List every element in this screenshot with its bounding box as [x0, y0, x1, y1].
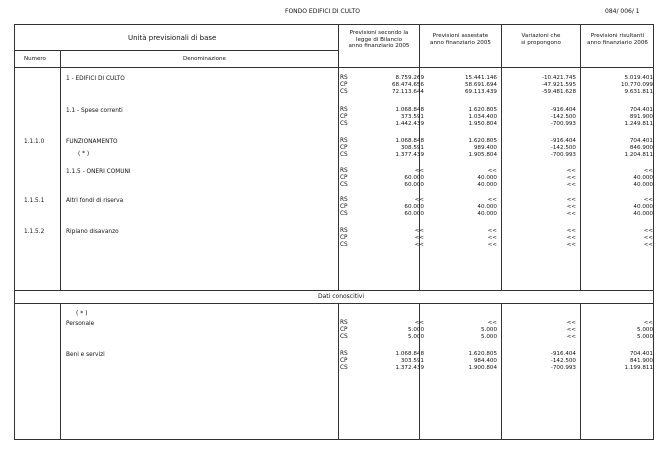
- row-value-c1: 1.377.439: [395, 152, 424, 158]
- row-number: 1.1.1.0: [24, 139, 45, 145]
- section-divider: [14, 290, 654, 291]
- codes-column-divider: [338, 24, 339, 290]
- col4-header: Previsioni risultanti anno finanziario 2006: [587, 33, 648, 46]
- col4-divider: [580, 24, 581, 290]
- row-value-c4: 704.401: [629, 138, 653, 144]
- row-value-c2: 1.034.400: [468, 114, 497, 120]
- row-value-c2: <<: [487, 168, 497, 174]
- dati-value-c3: -142.500: [550, 358, 576, 364]
- col3-divider-lower: [501, 303, 502, 439]
- row-value-c4: 10.770.099: [620, 82, 653, 88]
- row-value-c3: <<: [566, 182, 576, 188]
- table-right-border: [653, 24, 654, 440]
- dati-value-c3: <<: [566, 334, 576, 340]
- row-code: RS: [340, 138, 348, 144]
- row-denominazione: Ripiano disavanzo: [66, 229, 119, 235]
- dati-row-code: CP: [340, 358, 348, 364]
- row-value-c2: <<: [487, 228, 497, 234]
- row-value-c3: -700.993: [550, 152, 576, 158]
- row-denominazione: 1.1.5 - ONERI COMUNI: [66, 169, 131, 175]
- dati-value-c1: 5.000: [407, 327, 424, 333]
- row-value-c1: <<: [414, 228, 424, 234]
- row-code: CS: [340, 242, 348, 248]
- row-value-c4: 1.249.811: [624, 121, 653, 127]
- row-denominazione: 1 - EDIFICI DI CULTO: [66, 76, 125, 82]
- dati-value-c3: <<: [566, 327, 576, 333]
- numero-header: Numero: [24, 56, 46, 62]
- table-top-border: [14, 24, 654, 25]
- dati-row-denominazione: Beni e servizi: [66, 352, 105, 358]
- dati-value-c1: 1.068.848: [395, 351, 424, 357]
- dati-value-c2: 5.000: [480, 327, 497, 333]
- row-value-c3: <<: [566, 235, 576, 241]
- row-value-c2: 40.000: [477, 204, 497, 210]
- col4-divider-lower: [580, 303, 581, 439]
- page-title: FONDO EDIFICI DI CULTO: [285, 8, 360, 15]
- dati-row-code: RS: [340, 320, 348, 326]
- row-code: CS: [340, 182, 348, 188]
- dati-value-c2: <<: [487, 320, 497, 326]
- row-value-c2: 1.950.804: [468, 121, 497, 127]
- col1-header: Previsioni secondo la legge di Bilancio anno finanziario 2005: [348, 30, 410, 49]
- dati-conoscitivi-title: Dati conoscitivi: [318, 293, 364, 300]
- dati-value-c4: 5.000: [636, 334, 653, 340]
- row-value-c1: 60.000: [404, 211, 424, 217]
- denominazione-header: Denominazione: [183, 56, 226, 62]
- row-value-c2: <<: [487, 235, 497, 241]
- row-code: CP: [340, 204, 348, 210]
- row-denominazione: FUNZIONAMENTO: [66, 139, 118, 145]
- numero-column-divider: [60, 50, 61, 290]
- row-value-c2: 1.620.805: [468, 107, 497, 113]
- dati-value-c3: -916.404: [550, 351, 576, 357]
- row-value-c4: <<: [643, 242, 653, 248]
- col3-header: Variazioni che si propongono: [521, 33, 561, 46]
- row-value-c4: <<: [643, 228, 653, 234]
- row-value-c4: <<: [643, 168, 653, 174]
- row-value-c3: <<: [566, 197, 576, 203]
- row-value-c1: <<: [414, 235, 424, 241]
- row-code: CP: [340, 145, 348, 151]
- row-value-c3: <<: [566, 228, 576, 234]
- dati-divider: [14, 303, 654, 304]
- dati-value-c4: 1.199.811: [624, 365, 653, 371]
- row-value-c1: 1.068.848: [395, 107, 424, 113]
- row-value-c3: <<: [566, 211, 576, 217]
- row-value-c1: 1.442.439: [395, 121, 424, 127]
- row-value-c4: <<: [643, 197, 653, 203]
- row-code: RS: [340, 75, 348, 81]
- row-value-c4: 40.000: [633, 204, 653, 210]
- table-bottom-border: [14, 439, 654, 440]
- row-code: CP: [340, 82, 348, 88]
- dati-row-code: CP: [340, 327, 348, 333]
- col3-divider: [501, 24, 502, 290]
- row-value-c4: 40.000: [633, 175, 653, 181]
- numero-column-divider-lower: [60, 303, 61, 439]
- dati-value-c3: <<: [566, 320, 576, 326]
- row-denominazione: Altri fondi di riserva: [66, 198, 124, 204]
- row-value-c1: <<: [414, 197, 424, 203]
- row-value-c2: 1.620.805: [468, 138, 497, 144]
- row-value-c1: 8.759.269: [395, 75, 424, 81]
- row-value-c4: 40.000: [633, 182, 653, 188]
- row-value-c2: 15.441.146: [464, 75, 497, 81]
- row-value-c1: <<: [414, 242, 424, 248]
- row-value-c1: 60.000: [404, 175, 424, 181]
- row-value-c2: 58.691.694: [464, 82, 497, 88]
- row-value-c4: 704.401: [629, 107, 653, 113]
- table-left-border: [14, 24, 15, 440]
- row-denominazione: 1.1 - Spese correnti: [66, 108, 123, 114]
- row-value-c2: <<: [487, 242, 497, 248]
- header-bottom-border: [14, 67, 654, 68]
- row-code: CP: [340, 175, 348, 181]
- row-value-c2: 1.905.804: [468, 152, 497, 158]
- row-value-c4: 846.900: [629, 145, 653, 151]
- row-value-c1: 72.113.644: [391, 89, 424, 95]
- dati-value-c1: 1.372.439: [395, 365, 424, 371]
- dati-star-marker: ( * ): [76, 310, 88, 317]
- row-value-c4: 1.204.811: [624, 152, 653, 158]
- row-value-c4: 9.631.811: [624, 89, 653, 95]
- row-code: RS: [340, 107, 348, 113]
- row-value-c1: 373.591: [400, 114, 424, 120]
- dati-row-code: CS: [340, 365, 348, 371]
- unita-underline: [14, 50, 338, 51]
- row-value-c3: -59.481.628: [541, 89, 576, 95]
- row-value-c1: 60.000: [404, 182, 424, 188]
- row-code: CP: [340, 235, 348, 241]
- row-value-c4: 891.900: [629, 114, 653, 120]
- row-value-c2: 40.000: [477, 175, 497, 181]
- row-value-c3: <<: [566, 168, 576, 174]
- row-number: 1.1.5.2: [24, 229, 45, 235]
- row-code: CS: [340, 121, 348, 127]
- row-code: RS: [340, 168, 348, 174]
- dati-value-c4: 5.000: [636, 327, 653, 333]
- col2-header: Previsioni assestate anno finanziario 2005: [430, 33, 491, 46]
- row-star-marker: ( * ): [78, 151, 90, 157]
- dati-value-c3: -700.993: [550, 365, 576, 371]
- row-value-c3: -916.404: [550, 107, 576, 113]
- row-value-c3: -10.421.745: [541, 75, 576, 81]
- dati-row-code: CS: [340, 334, 348, 340]
- row-code: CS: [340, 152, 348, 158]
- dati-value-c2: 984.400: [473, 358, 497, 364]
- dati-value-c2: 1.620.805: [468, 351, 497, 357]
- row-value-c2: 40.000: [477, 182, 497, 188]
- codes-column-divider-lower: [338, 303, 339, 439]
- dati-row-code: RS: [340, 351, 348, 357]
- dati-value-c4: 841.900: [629, 358, 653, 364]
- row-value-c3: -700.993: [550, 121, 576, 127]
- dati-row-denominazione: Personale: [66, 321, 95, 327]
- row-code: CP: [340, 114, 348, 120]
- dati-value-c1: 5.000: [407, 334, 424, 340]
- row-value-c3: -142.500: [550, 145, 576, 151]
- row-value-c3: -47.921.595: [541, 82, 576, 88]
- row-value-c2: 69.113.439: [464, 89, 497, 95]
- row-value-c4: 5.019.401: [624, 75, 653, 81]
- dati-value-c4: 704.401: [629, 351, 653, 357]
- row-value-c2: <<: [487, 197, 497, 203]
- row-value-c3: -142.500: [550, 114, 576, 120]
- row-number: 1.1.5.1: [24, 198, 45, 204]
- row-code: RS: [340, 197, 348, 203]
- dati-value-c1: <<: [414, 320, 424, 326]
- dati-value-c4: <<: [643, 320, 653, 326]
- row-code: CS: [340, 89, 348, 95]
- row-value-c4: 40.000: [633, 211, 653, 217]
- dati-value-c2: 1.900.804: [468, 365, 497, 371]
- row-value-c4: <<: [643, 235, 653, 241]
- unita-header: Unità previsionali di base: [128, 34, 217, 42]
- row-value-c1: 60.000: [404, 204, 424, 210]
- row-value-c2: 40.000: [477, 211, 497, 217]
- row-value-c3: -916.404: [550, 138, 576, 144]
- row-value-c1: <<: [414, 168, 424, 174]
- row-value-c1: 308.591: [400, 145, 424, 151]
- row-code: CS: [340, 211, 348, 217]
- row-code: RS: [340, 228, 348, 234]
- row-value-c3: <<: [566, 175, 576, 181]
- row-value-c3: <<: [566, 242, 576, 248]
- row-value-c1: 68.474.656: [391, 82, 424, 88]
- page-reference: 084/ 006/ 1: [605, 8, 640, 15]
- dati-value-c1: 303.591: [400, 358, 424, 364]
- row-value-c1: 1.068.848: [395, 138, 424, 144]
- dati-value-c2: 5.000: [480, 334, 497, 340]
- row-value-c3: <<: [566, 204, 576, 210]
- row-value-c2: 989.400: [473, 145, 497, 151]
